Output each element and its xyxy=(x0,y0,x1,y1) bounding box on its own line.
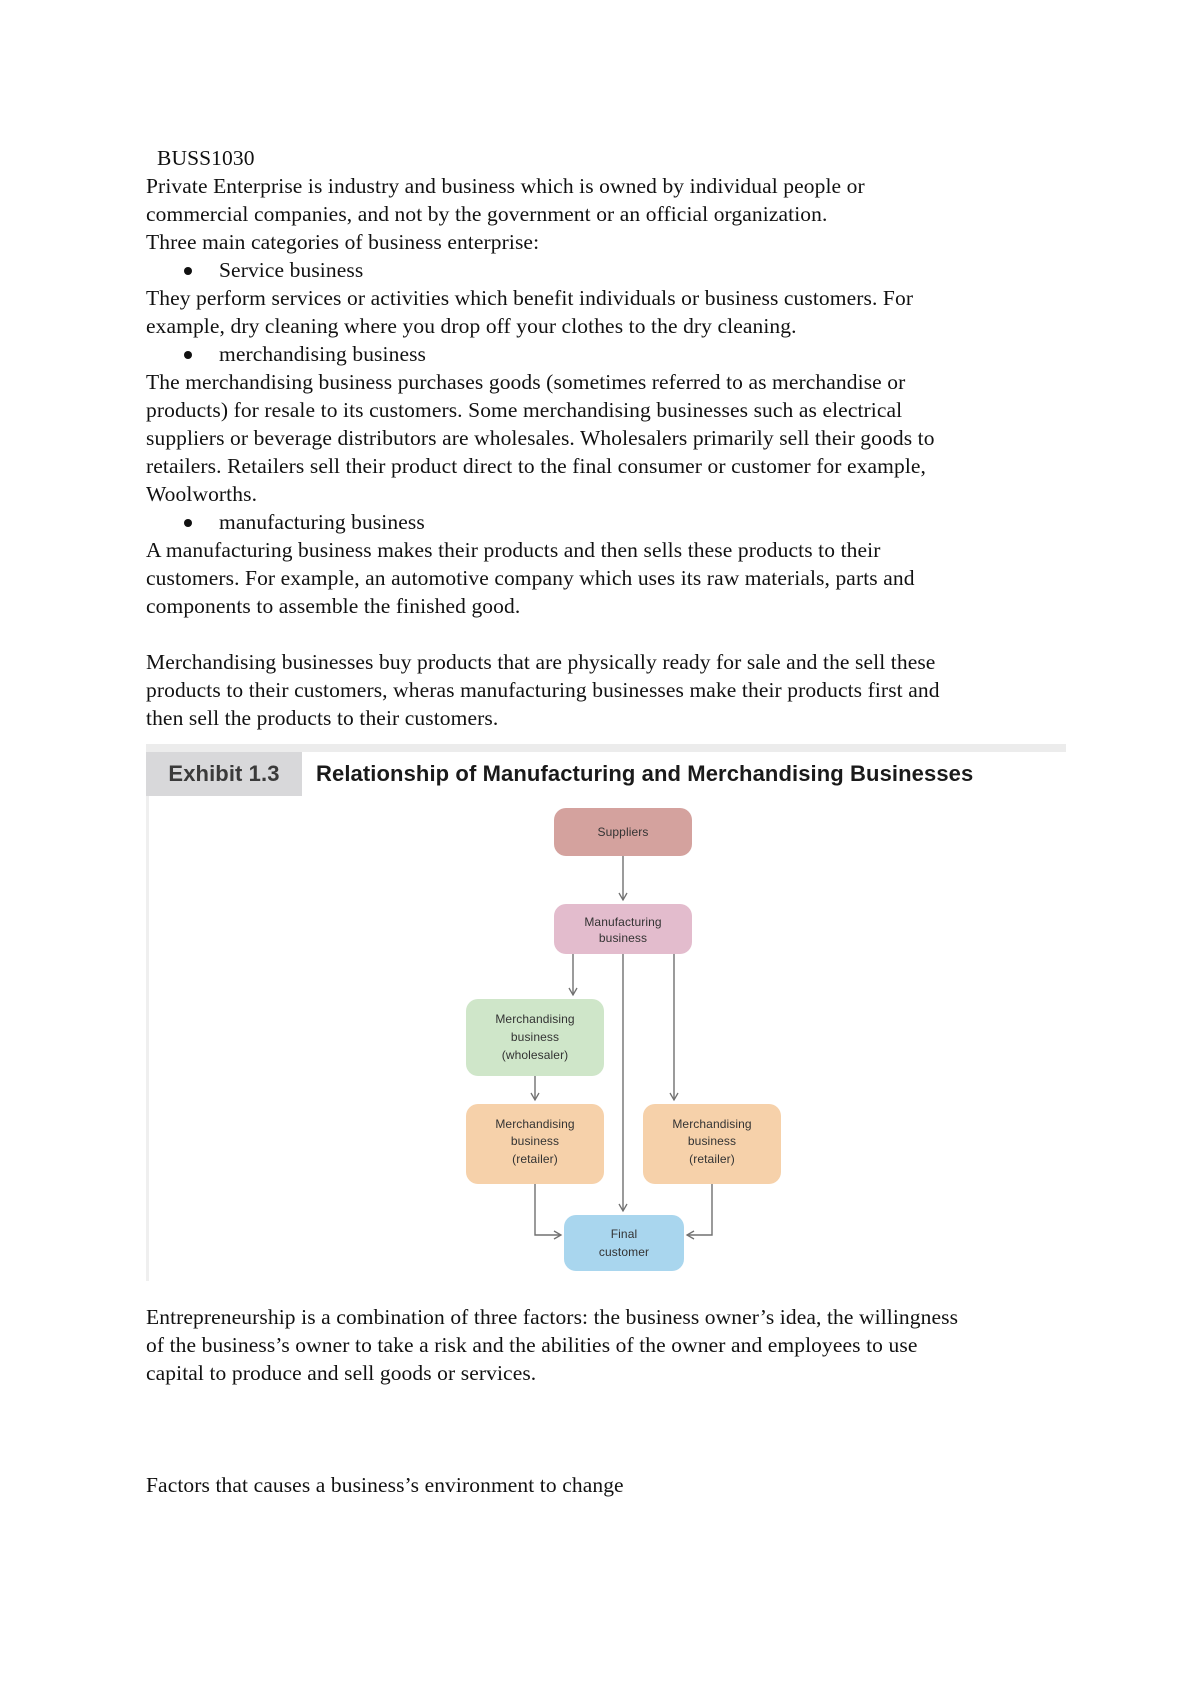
paragraph-gap xyxy=(146,620,1076,648)
node-suppliers xyxy=(554,808,692,856)
node-wholesaler xyxy=(466,999,604,1076)
exhibit-title: Relationship of Manufacturing and Merchandising Businesses xyxy=(316,761,974,786)
bullet-dot-icon xyxy=(184,519,192,527)
arrow-retailer-right-to-customer xyxy=(687,1184,712,1235)
node-retailer-right xyxy=(643,1104,781,1184)
exhibit-figure xyxy=(146,744,1066,1281)
merch-desc-line-4: retailers. Retailers sell their product direct to the final consumer or customer for example, xyxy=(146,454,927,478)
node-retailer-left-label-3: (retailer) xyxy=(512,1152,558,1166)
bullet-label: Service business xyxy=(219,258,364,282)
course-code: BUSS1030 xyxy=(157,146,255,170)
comparison-line-1: Merchandising businesses buy products that are physically ready for sale and the sell these xyxy=(146,650,936,674)
service-desc-line-1: They perform services or activities which benefit individuals or business customers. For xyxy=(146,286,914,310)
bullet-dot-icon xyxy=(184,351,192,359)
merch-desc-line-1: The merchandising business purchases goods (sometimes referred to as merchandise or xyxy=(146,370,906,394)
merch-desc-line-2: products) for resale to its customers. Some merchandising businesses such as electrical xyxy=(146,398,903,422)
node-suppliers-label: Suppliers xyxy=(597,825,649,839)
manuf-desc-line-3: components to assemble the finished good. xyxy=(146,594,521,618)
manuf-desc-line-1: A manufacturing business makes their products and then sells these products to their xyxy=(146,538,881,562)
bullet-item-manufacturing xyxy=(146,508,1076,536)
entrepreneurship-paragraph xyxy=(146,1303,1076,1387)
intro-line-2: commercial companies, and not by the government or an official organization. xyxy=(146,202,828,226)
bullet-label: merchandising business xyxy=(219,342,427,366)
node-retailer-right-label-3: (retailer) xyxy=(689,1152,735,1166)
node-manufacturing-label-1: Manufacturing xyxy=(584,915,662,929)
merch-desc-line-3: suppliers or beverage distributors are wholesales. Wholesalers primarily sell their goods to xyxy=(146,426,935,450)
node-final-customer-label-1: Final xyxy=(610,1227,638,1241)
arrow-retailer-left-to-customer xyxy=(535,1184,561,1235)
node-retailer-right-label-1: Merchandising xyxy=(672,1117,752,1131)
entrepreneurship-line-3: capital to produce and sell goods or services. xyxy=(146,1361,537,1385)
merch-desc-line-5: Woolworths. xyxy=(146,482,258,506)
node-retailer-left-label-2: business xyxy=(510,1134,560,1148)
bullet-list-service xyxy=(146,256,1076,284)
document-body xyxy=(146,144,1076,1499)
bullet-list-merchandising xyxy=(146,340,1076,368)
bullet-dot-icon xyxy=(184,267,192,275)
node-wholesaler-label-1: Merchandising xyxy=(495,1012,575,1026)
service-desc-line-2: example, dry cleaning where you drop off your clothes to the dry cleaning. xyxy=(146,314,797,338)
node-final-customer-box xyxy=(564,1215,684,1271)
factors-heading: Factors that causes a business’s environment to change xyxy=(146,1473,624,1497)
comparison-line-2: products to their customers, wheras manufacturing businesses make their products first and xyxy=(146,678,940,702)
bullet-list-manufacturing xyxy=(146,508,1076,536)
entrepreneurship-line-1: Entrepreneurship is a combination of three factors: the business owner’s idea, the willingness xyxy=(146,1305,959,1329)
bullet-label: manufacturing business xyxy=(219,510,425,534)
flow-diagram xyxy=(146,744,1066,1281)
node-wholesaler-label-2: business xyxy=(510,1030,560,1044)
node-retailer-left xyxy=(466,1104,604,1184)
categories-heading: Three main categories of business enterprise: xyxy=(146,230,540,254)
exhibit-tag: Exhibit 1.3 xyxy=(146,752,302,796)
bullet-item-service xyxy=(146,256,1076,284)
entrepreneurship-line-2: of the business’s owner to take a risk and the abilities of the owner and employees to use xyxy=(146,1333,918,1357)
node-final-customer-label-2: customer xyxy=(598,1245,650,1259)
node-manufacturing xyxy=(554,904,692,954)
bullet-item-merchandising xyxy=(146,340,1076,368)
node-manufacturing-label-2: business xyxy=(598,931,648,945)
node-final-customer xyxy=(564,1215,684,1271)
node-manufacturing-box xyxy=(554,904,692,954)
node-retailer-left-label-1: Merchandising xyxy=(495,1117,575,1131)
manuf-desc-line-2: customers. For example, an automotive company which uses its raw materials, parts and xyxy=(146,566,915,590)
node-retailer-right-label-2: business xyxy=(687,1134,737,1148)
node-wholesaler-label-3: (wholesaler) xyxy=(501,1048,569,1062)
intro-line-1: Private Enterprise is industry and business which is owned by individual people or xyxy=(146,174,865,198)
comparison-line-3: then sell the products to their customers. xyxy=(146,706,499,730)
